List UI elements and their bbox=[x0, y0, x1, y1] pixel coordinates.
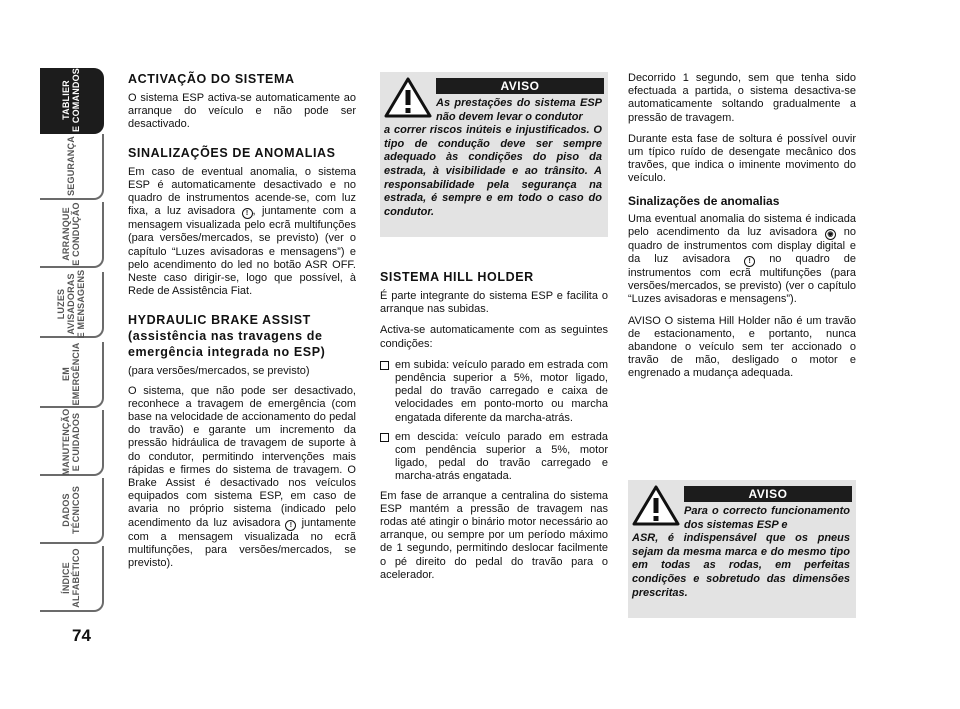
hill-holder-lamp-icon: ◉ bbox=[825, 229, 836, 240]
paragraph-right-4: AVISO O sistema Hill Holder não é um travão de estacionamento, e portanto, nunca abandone o veículo sem ter accionado o travão de mão, desligado o motor e engrenado a mudança adequada. bbox=[628, 314, 856, 380]
paragraph-hba-sub: (para versões/mercados, se previsto) bbox=[128, 365, 310, 378]
warning-text: As prestações do sistema ESP não devem levar o condutor a correr riscos inúteis e injustificados. O tipo de condução deve ser sempre adequado às condições do piso da estrada, à visibilidade e ao trânsito. A responsabilidade pela segurança na estrada, é sempre e em todo o caso do condutor. bbox=[384, 97, 602, 218]
tab-luzes-avisadoras[interactable] bbox=[40, 269, 104, 339]
tab-indice-alfabetico[interactable] bbox=[40, 546, 104, 612]
checkbox-bullet-icon bbox=[380, 361, 389, 370]
tab-em-emergencia[interactable] bbox=[40, 342, 104, 408]
esp-warning-lamp-icon: ! bbox=[285, 520, 296, 531]
column-middle bbox=[380, 270, 608, 590]
paragraph-right-3: Uma eventual anomalia do sistema é indicada pelo acendimento da luz avisadora ◉ no quadro de instrumentos com display digital e da luz avisadora ! no quadro de instrumentos com ecrã multifunções (para versões/mercados, se previsto) (ver o capítulo “Luzes avisadoras e mensagens”). bbox=[628, 212, 856, 306]
paragraph-right-1: Decorrido 1 segundo, sem que tenha sido efectuada a partida, o sistema desactiva-se automaticamente soltando gradualmente a pressão de travagem. bbox=[628, 72, 856, 124]
heading-hba: HYDRAULIC BRAKE ASSIST (assistência nas travagens de emergência integrada no ESP) bbox=[128, 313, 326, 360]
warning-box-esp bbox=[380, 72, 608, 237]
tab-label: LUZES AVISADORAS E MENSAGENS bbox=[56, 269, 86, 339]
tab-seguranca[interactable] bbox=[40, 134, 104, 200]
tab-arranque-conducao[interactable] bbox=[40, 202, 104, 268]
list-item: em descida: veículo parado em estrada com pendência superior a 5%, motor ligado, pedal do travão carregado e marcha-atrás engatada. bbox=[380, 431, 608, 484]
tab-label: SEGURANÇA bbox=[66, 136, 76, 196]
heading-faults: SINALIZAÇÕES DE ANOMALIAS bbox=[128, 145, 336, 160]
column-left bbox=[128, 72, 356, 578]
warning-text: Para o correcto funcionamento dos sistemas ESP e ASR, é indispensável que os pneus sejam da mesma marca e do mesmo tipo em todas as rodas, em perfeitas condições e sobretudo das dimensões prescritas. bbox=[632, 505, 850, 599]
page-number: 74 bbox=[72, 626, 91, 645]
paragraph-hba: O sistema, que não pode ser desactivado, reconhece a travagem de emergência (com base na velocidade de accionamento do pedal do travão) e garante um incremento da pressão hidráulica de travagem de suporte à do condutor, permitindo intervenções mais rápidas e firmes do sistema de travagem. O Brake Assist é desactivado nos veículos equipados com sistema ESP, em caso de avaria no próprio sistema (indicado pelo acendimento da luz avisadora ! juntamente com a mensagem visualizada no ecrã multifunções, para versões/mercados, se previsto). bbox=[128, 384, 357, 570]
paragraph-hill-2: Activa-se automaticamente com as seguintes condições: bbox=[380, 324, 608, 350]
paragraph-activation: O sistema ESP activa-se automaticamente ao arranque do veículo e não pode ser desactivado. bbox=[128, 92, 356, 131]
checkbox-bullet-icon bbox=[380, 433, 389, 442]
tab-manutencao-cuidados[interactable] bbox=[40, 410, 104, 476]
paragraph-hill-3: Em fase de arranque a centralina do sistema ESP mantém a pressão de travagem nas rodas até atingir o binário motor necessário ao arranque, ou sempre por um período máximo de 1 segundo, permitindo deslocar facilmente o pé direito do pedal do travão para o acelerador. bbox=[380, 489, 608, 581]
heading-hill-holder: SISTEMA HILL HOLDER bbox=[380, 270, 534, 284]
column-right bbox=[628, 72, 856, 389]
tab-label: TABLIER E COMANDOS bbox=[61, 67, 81, 133]
tab-tablier-comandos[interactable] bbox=[40, 68, 104, 134]
tab-label: EM EMERGÊNCIA bbox=[61, 342, 81, 406]
esp-warning-lamp-icon: ! bbox=[744, 256, 755, 267]
warning-title: AVISO bbox=[436, 78, 604, 94]
list-item: em subida: veículo parado em estrada com pendência superior a 5%, motor ligado, pedal do travão carregado e caixa de velocidades em ponto-morto ou marcha engatada diferente da marcha-atrás. bbox=[380, 359, 608, 425]
tab-label: MANUTENÇÃO E CUIDADOS bbox=[61, 408, 81, 476]
tab-dados-tecnicos[interactable] bbox=[40, 478, 104, 544]
paragraph-hill-1: É parte integrante do sistema ESP e facilita o arranque nas subidas. bbox=[380, 290, 608, 316]
paragraph-right-2: Durante esta fase de soltura é possível ouvir um típico ruído de desengate mecânico dos travões, que indica o iminente movimento do veículo. bbox=[628, 132, 856, 185]
tab-label: ÍNDICE ALFABÉTICO bbox=[61, 548, 81, 608]
esp-warning-lamp-icon: ! bbox=[242, 208, 253, 219]
heading-activation: ACTIVAÇÃO DO SISTEMA bbox=[128, 72, 295, 86]
warning-title: AVISO bbox=[684, 486, 852, 502]
heading-faults-hill: Sinalizações de anomalias bbox=[628, 193, 780, 208]
warning-box-tyres bbox=[628, 480, 856, 618]
tab-label: DADOS TÉCNICOS bbox=[61, 485, 81, 535]
paragraph-faults: Em caso de eventual anomalia, o sistema ESP é automaticamente desactivado e no quadro de instrumentos acende-se, com luz fixa, a luz avisadora ! , juntamente com a mensagem visualizada pelo ecrã multifunções (para versões/mercados, se previsto) (ver o capítulo “Luzes avisadoras e mensagens”) e pelo acendimento do led no botão ASR OFF. Neste caso dirigir-se, logo que possível, à Rede de Assistência Fiat. bbox=[128, 165, 357, 298]
tab-label: ARRANQUE E CONDUÇÃO bbox=[61, 202, 81, 266]
